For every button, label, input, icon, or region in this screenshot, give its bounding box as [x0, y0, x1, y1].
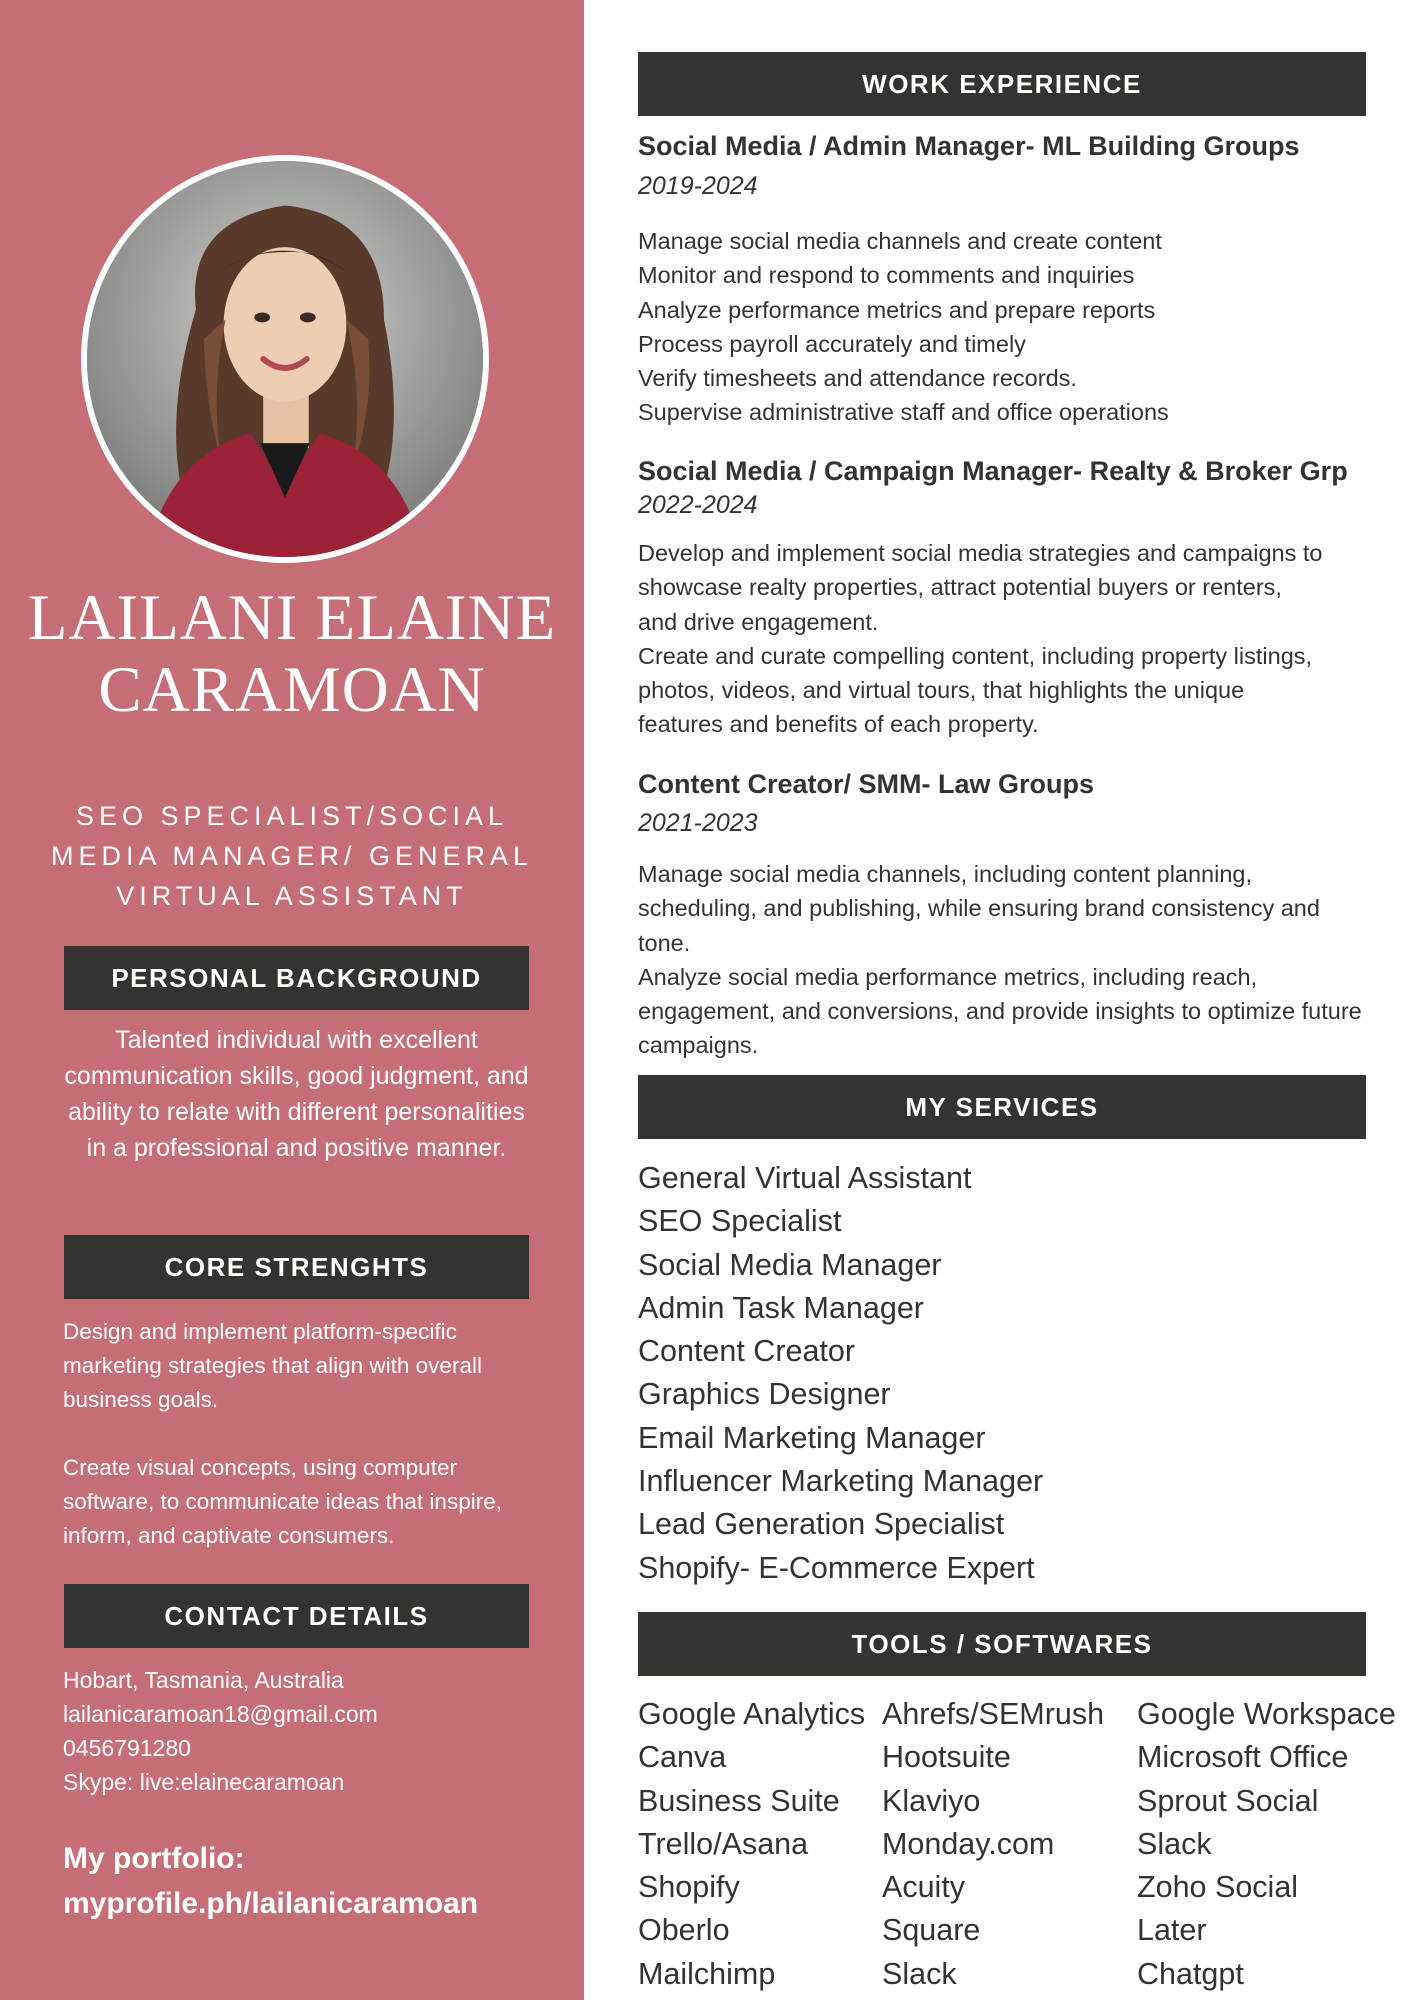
job-description-line: Create and curate compelling content, including property listings,	[638, 642, 1313, 669]
job-dates: 2021-2023	[638, 809, 758, 837]
service-item: Lead Generation Specialist	[638, 1507, 1005, 1542]
tools-column-2	[882, 1693, 1104, 1996]
job-dates: 2022-2024	[638, 491, 758, 519]
job-description-line: photos, videos, and virtual tours, that highlights the unique	[638, 677, 1245, 704]
service-item: General Virtual Assistant	[638, 1161, 972, 1195]
job-title: Social Media / Campaign Manager- Realty & Broker Grp	[638, 456, 1348, 486]
tool-item: Monday.com	[882, 1826, 1055, 1861]
job-description-line: Process payroll accurately and timely	[638, 330, 1026, 357]
contact-details-heading: CONTACT DETAILS	[64, 1584, 529, 1648]
job-description	[638, 857, 1398, 1063]
tool-item: Mailchimp	[638, 1956, 776, 1991]
tool-item: Slack	[882, 1956, 957, 1991]
tools-column-1	[638, 1693, 865, 1996]
tool-item: Klaviyo	[882, 1783, 981, 1818]
job-description-line: scheduling, and publishing, while ensuring brand consistency and	[638, 895, 1320, 922]
sidebar	[0, 0, 584, 2000]
contact-skype: Skype: live:elainecaramoan	[63, 1769, 345, 1795]
work-experience-heading: WORK EXPERIENCE	[638, 52, 1366, 116]
job-description-line: Analyze performance metrics and prepare reports	[638, 296, 1156, 323]
personal-background-text: Talented individual with excellent communication skills, good judgment, and ability to relate with different personalities in a professional and positive manner.	[64, 1026, 529, 1162]
service-item: SEO Specialist	[638, 1204, 842, 1239]
tool-item: Later	[1137, 1913, 1207, 1948]
job-description	[638, 224, 1398, 430]
job-description-line: Develop and implement social media strategies and campaigns to	[638, 540, 1323, 566]
service-item: Admin Task Manager	[638, 1290, 924, 1325]
job-role-title: SEO SPECIALIST/SOCIAL MEDIA MANAGER/ GENERAL VIRTUAL ASSISTANT	[50, 801, 534, 911]
tool-item: Shopify	[638, 1870, 740, 1905]
service-item: Shopify- E-Commerce Expert	[638, 1550, 1035, 1585]
job-description-line: Manage social media channels, including content planning,	[638, 861, 1253, 887]
job-description-line: Supervise administrative staff and office operations	[638, 399, 1169, 426]
name-line-2: CARAMOAN	[98, 654, 486, 726]
service-item: Influencer Marketing Manager	[638, 1464, 1044, 1499]
core-strengths-text	[63, 1315, 543, 1587]
tool-item: Trello/Asana	[638, 1826, 809, 1861]
job-description-line: features and benefits of each property.	[638, 711, 1039, 738]
tool-item: Google Workspace	[1137, 1697, 1396, 1731]
service-item: Graphics Designer	[638, 1377, 891, 1412]
job-description-line: Analyze social media performance metrics, including reach,	[638, 963, 1258, 990]
job-description-line: Verify timesheets and attendance records.	[638, 365, 1077, 392]
job-description-line: Manage social media channels and create content	[638, 228, 1162, 254]
service-item: Social Media Manager	[638, 1247, 942, 1282]
tool-item: Microsoft Office	[1137, 1740, 1349, 1775]
job-description-line: tone.	[638, 929, 691, 956]
profile-photo	[81, 155, 489, 563]
contact-details	[63, 1663, 543, 1799]
contact-phone[interactable]: 0456791280	[63, 1735, 191, 1761]
core-strength-paragraph: Design and implement platform-specific marketing strategies that align with overall business goals.	[63, 1319, 482, 1412]
service-item: Content Creator	[638, 1334, 855, 1369]
portfolio	[63, 1836, 563, 1926]
tool-item: Oberlo	[638, 1913, 730, 1948]
tool-item: Canva	[638, 1740, 727, 1775]
tool-item: Business Suite	[638, 1783, 840, 1818]
job-description-line: Monitor and respond to comments and inquiries	[638, 262, 1135, 289]
job-dates: 2019-2024	[638, 172, 758, 200]
contact-location: Hobart, Tasmania, Australia	[63, 1667, 344, 1693]
tool-item: Hootsuite	[882, 1740, 1011, 1775]
tool-item: Zoho Social	[1137, 1870, 1299, 1905]
name-line-1: LAILANI ELAINE	[27, 582, 557, 654]
tools-softwares-heading: TOOLS / SOFTWARES	[638, 1612, 1366, 1676]
portfolio-label: My portfolio:	[63, 1842, 245, 1875]
job-title: Social Media / Admin Manager- ML Building Groups	[638, 131, 1300, 161]
tool-item: Slack	[1137, 1826, 1212, 1861]
job-description-line: campaigns.	[638, 1032, 759, 1059]
tool-item: Acuity	[882, 1870, 966, 1905]
core-strengths-heading: CORE STRENGHTS	[64, 1235, 529, 1299]
job-title: Content Creator/ SMM- Law Groups	[638, 769, 1095, 799]
tool-item: Ahrefs/SEMrush	[882, 1697, 1105, 1731]
job-description	[638, 536, 1398, 742]
personal-background-heading: PERSONAL BACKGROUND	[64, 946, 529, 1010]
portfolio-link[interactable]: myprofile.ph/lailanicaramoan	[63, 1887, 479, 1920]
job-description-line: engagement, and conversions, and provide insights to optimize future	[638, 998, 1362, 1025]
tool-item: Chatgpt	[1137, 1956, 1244, 1991]
my-services-heading: MY SERVICES	[638, 1075, 1366, 1139]
service-item: Email Marketing Manager	[638, 1420, 986, 1455]
job-description-line: and drive engagement.	[638, 608, 879, 635]
job-description-line: showcase realty properties, attract potential buyers or renters,	[638, 574, 1282, 601]
tool-item: Google Analytics	[638, 1697, 866, 1731]
tools-column-3	[1137, 1693, 1396, 1996]
contact-email[interactable]: lailanicaramoan18@gmail.com	[63, 1701, 378, 1727]
core-strength-paragraph: Create visual concepts, using computer software, to communicate ideas that inspire, inform, and captivate consumers.	[63, 1455, 502, 1548]
tool-item: Sprout Social	[1137, 1783, 1319, 1818]
services-list	[638, 1157, 1043, 1590]
tool-item: Square	[882, 1913, 981, 1948]
profile-photo-illustration	[87, 161, 483, 557]
full-name	[0, 582, 584, 726]
